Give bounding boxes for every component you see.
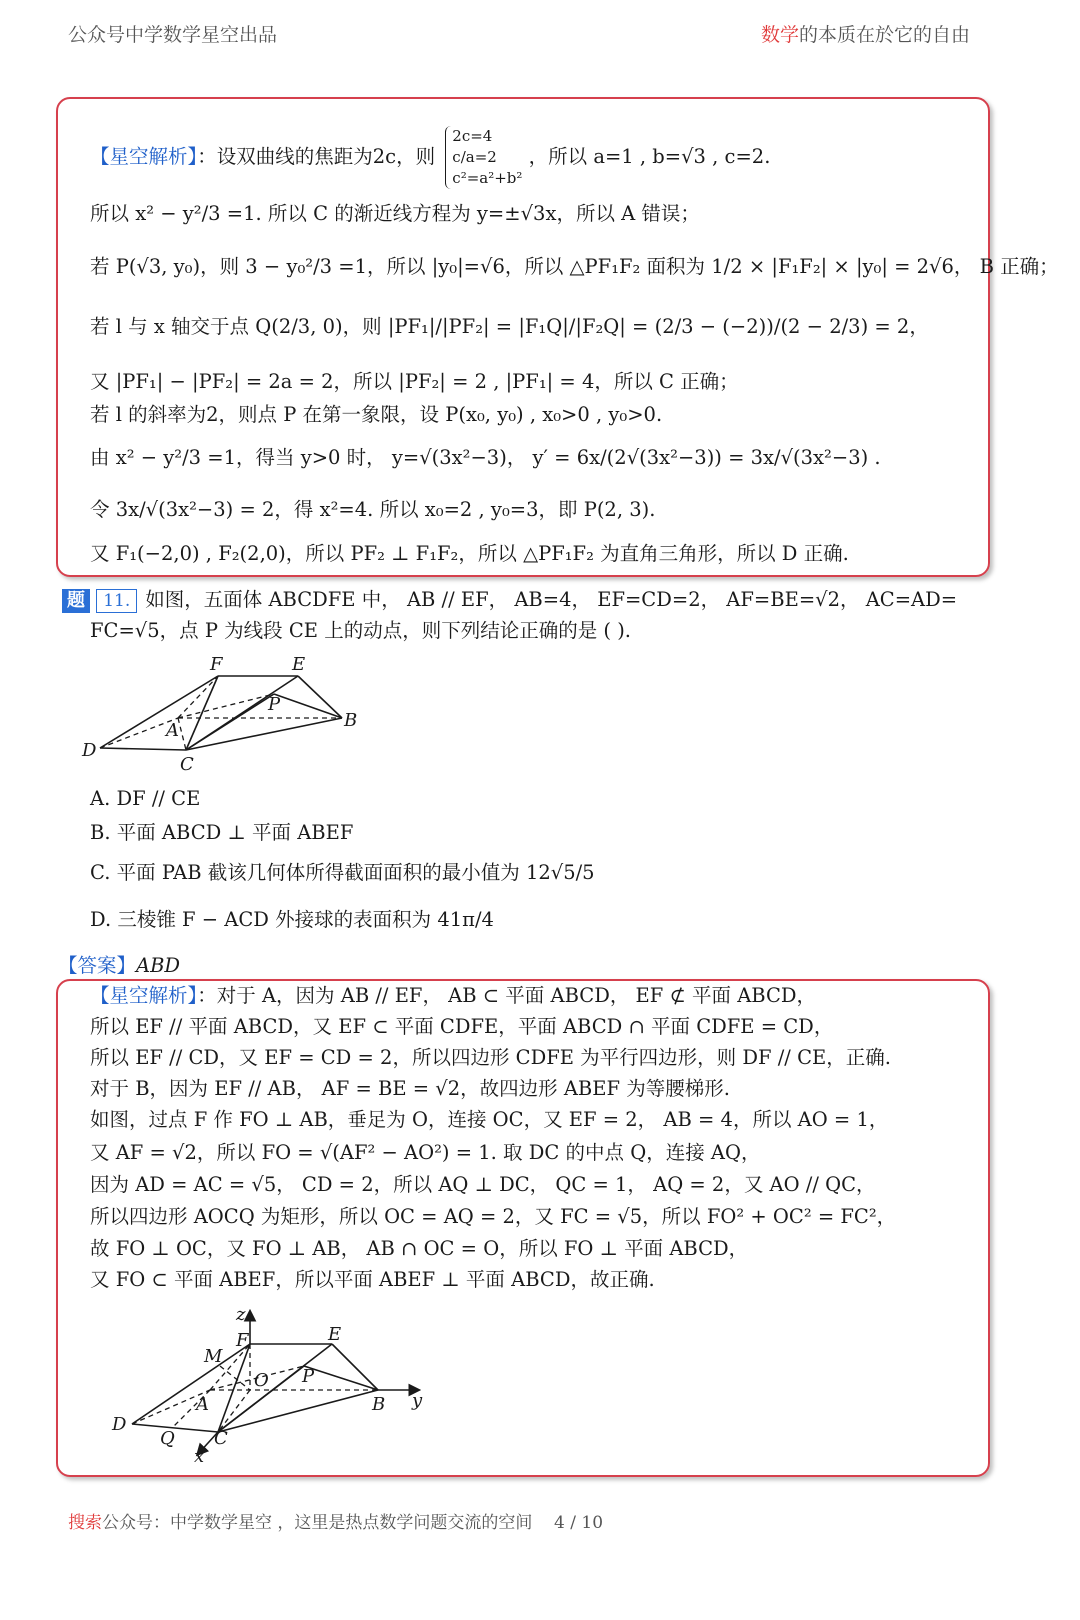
box2-line-9: 故 FO ⊥ OC，又 FO ⊥ AB， AB ∩ OC = O，所以 FO ⊥ 平面 ABCD，	[90, 1237, 749, 1260]
fig1-label-E: E	[292, 654, 306, 675]
option-C: C. 平面 PAB 截该几何体所得截面面积的最小值为 12√5/5	[90, 861, 595, 884]
fig2-label-D: D	[112, 1414, 127, 1435]
box2-line-6: 又 AF = √2，所以 FO = √(AF² − AO²) = 1. 取 DC 的中点 Q，连接 AQ，	[90, 1141, 761, 1164]
box1-line-5: 又 |PF₁| − |PF₂| = 2a = 2，所以 |PF₂| = 2 , |PF₁| = 4，所以 C 正确；	[90, 370, 739, 393]
question-tag: 题	[62, 589, 90, 613]
fig2-label-P: P	[302, 1366, 315, 1387]
answer-line	[58, 950, 180, 978]
edge-DC	[100, 748, 186, 750]
edge-CB	[218, 1390, 378, 1432]
fig2-label-x: x	[194, 1446, 205, 1465]
box1-line-1	[90, 126, 770, 189]
fig2-label-A: A	[196, 1394, 209, 1415]
box2-line-4: 对于 B，因为 EF // AB， AF = BE = √2，故四边形 ABEF 为等腰梯形.	[90, 1077, 730, 1100]
footer	[68, 1508, 603, 1533]
sys-eq-3: c²=a²+b²	[452, 169, 523, 187]
box1-line-3: 若 P(√3, y₀)，则 3 − y₀²/3 =1，所以 |y₀|=√6，所以 △PF₁F₂ 面积为 1/2 × |F₁F₂| × |y₀| = 2√6， B 正确；	[90, 255, 1059, 278]
page-number: 4 / 10	[554, 1513, 604, 1533]
question-line-1	[62, 586, 957, 614]
answer-key: 【答案】	[58, 954, 137, 977]
edge-AP	[178, 694, 274, 718]
footer-accent: 搜索	[68, 1513, 102, 1533]
option-B: B. 平面 ABCD ⊥ 平面 ABEF	[90, 821, 354, 844]
box1-line-6: 若 l 的斜率为2，则点 P 在第一象限，设 P(x₀, y₀) , x₀>0 , y₀>0.	[90, 403, 663, 426]
edge-AC	[178, 718, 186, 750]
box1-line-9: 又 F₁(−2,0) , F₂(2,0)，所以 PF₂ ⊥ F₁F₂，所以 △PF₁F₂ 为直角三角形，所以 D 正确.	[90, 542, 849, 565]
fig1-label-D: D	[82, 740, 97, 761]
edge-DF	[100, 676, 218, 748]
fig2-label-z: z	[236, 1304, 246, 1325]
fig2-label-O: O	[254, 1370, 269, 1391]
figure-1-pentahedron	[78, 650, 378, 775]
fig1-label-C: C	[180, 754, 194, 775]
fig2-label-B: B	[372, 1394, 386, 1415]
box2-line-2: 所以 EF // 平面 ABCD，又 EF ⊂ 平面 CDFE，平面 ABCD ∩ 平面 CDFE = CD，	[90, 1015, 834, 1038]
box2-l1: ：对于 A，因为 AB // EF， AB ⊂ 平面 ABCD， EF ⊄ 平面 ABCD，	[197, 984, 817, 1007]
box2-line-10: 又 FO ⊂ 平面 ABEF，所以平面 ABEF ⊥ 平面 ABCD，故正确.	[90, 1268, 655, 1291]
box2-line-1	[90, 982, 816, 1010]
box1-l1b: ，所以 a=1 , b=√3 , c=2.	[528, 145, 771, 168]
edge-PB	[274, 694, 342, 718]
box1-line-7: 由 x² − y²/3 =1，得当 y>0 时， y=√(3x²−3)， y′ = 6x/(2√(3x²−3)) = 3x/√(3x²−3) .	[90, 446, 881, 469]
box2-line-3: 所以 EF // CD，又 EF = CD = 2，所以四边形 CDFE 为平行四边形，则 DF // CE，正确.	[90, 1046, 891, 1069]
box1-line-8: 令 3x/√(3x²−3) = 2，得 x²=4. 所以 x₀=2 , y₀=3，即 P(2, 3).	[90, 498, 656, 521]
option-D: D. 三棱锥 F − ACD 外接球的表面积为 41π/4	[90, 908, 494, 931]
fig1-label-A: A	[166, 720, 179, 741]
header-left: 公众号中学数学星空出品	[68, 24, 278, 46]
header-right	[761, 20, 970, 47]
question-line-2: FC=√5，点 P 为线段 CE 上的动点，则下列结论正确的是 ( ).	[90, 619, 632, 642]
header-right-accent: 数学	[760, 24, 799, 46]
box2-line-8: 所以四边形 AOCQ 为矩形，所以 OC = AQ = 2，又 FC = √5，所以 FO² + OC² = FC²，	[90, 1205, 897, 1228]
edge-EB	[298, 676, 342, 718]
box2-line-7: 因为 AD = AC = √5， CD = 2，所以 AQ ⊥ DC， QC = 1， AQ = 2，又 AO // QC，	[90, 1173, 876, 1196]
fig2-label-E: E	[328, 1324, 342, 1345]
sys-eq-1: 2c=4	[452, 127, 493, 145]
box1-line-2: 所以 x² − y²/3 =1. 所以 C 的渐近线方程为 y=±√3x，所以 A 错误；	[90, 202, 700, 225]
fig2-label-C: C	[214, 1428, 228, 1449]
box2-tag: 【星空解析】	[90, 984, 198, 1007]
footer-text: 公众号：中学数学星空 ，这里是热点数学问题交流的空间	[102, 1513, 533, 1533]
equation-system	[445, 126, 522, 189]
figure-2-coordinate-pentahedron	[100, 1300, 440, 1465]
question-text-1: 如图，五面体 ABCDFE 中， AB // EF， AB=4， EF=CD=2， AF=BE=√2， AC=AD=	[145, 588, 958, 611]
edge-DF	[132, 1344, 250, 1424]
box1-tag: 【星空解析】	[90, 145, 198, 168]
fig2-label-y: y	[412, 1390, 423, 1411]
fig2-label-M: M	[204, 1346, 223, 1367]
fig2-label-Q: Q	[160, 1428, 175, 1449]
fig1-label-F: F	[210, 654, 223, 675]
fig2-label-F: F	[236, 1330, 249, 1351]
header-right-rest: 的本质在於它的自由	[798, 24, 970, 46]
fig1-label-P: P	[268, 694, 281, 715]
option-A: A. DF // CE	[90, 787, 201, 810]
box1-line-4: 若 l 与 x 轴交于点 Q(2/3, 0)，则 |PF₁|/|PF₂| = |F₁Q|/|F₂Q| = (2/3 − (−2))/(2 − 2/3) = 2，	[90, 315, 929, 338]
box1-l1: ：设双曲线的焦距为2c，则	[197, 145, 436, 168]
sys-eq-2: c/a=2	[452, 148, 497, 166]
question-number: 11.	[96, 589, 137, 613]
answer-value: ABD	[136, 954, 181, 977]
box2-line-5: 如图，过点 F 作 FO ⊥ AB，垂足为 O，连接 OC，又 EF = 2， AB = 4，所以 AO = 1，	[90, 1108, 889, 1131]
fig1-label-B: B	[344, 710, 358, 731]
